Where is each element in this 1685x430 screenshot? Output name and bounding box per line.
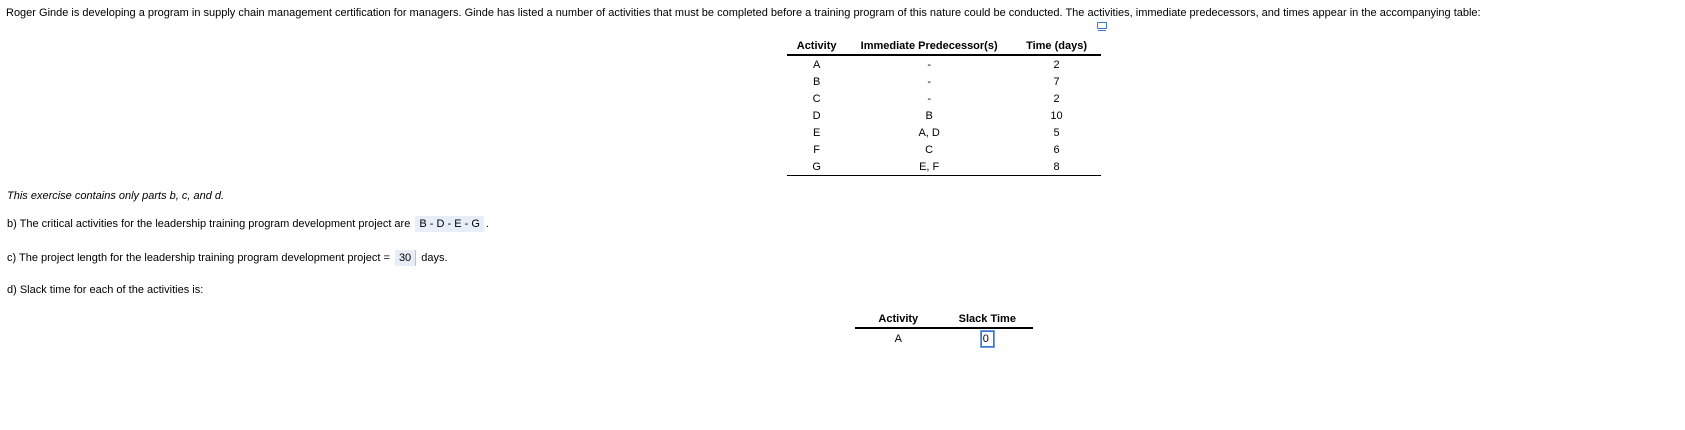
table-row [855,328,1033,349]
cell-activity: D [812,109,821,122]
cell-time: 5 [1053,126,1060,139]
cell-activity: C [812,92,821,105]
cell-predecessor: B [925,109,933,122]
cell-activity: E [812,126,821,139]
part-d-line: d) Slack time for each of the activities is: [7,284,204,296]
cell-time: 10 [1050,109,1063,122]
part-b-prefix: b) The critical activities for the leadership training program development project are [7,218,411,230]
cell-predecessor: - [927,75,931,88]
critical-path-answer[interactable]: B - D - E - G [415,216,484,232]
cell-activity: G [787,158,846,176]
cell-activity: B [812,75,821,88]
part-c-prefix: c) The project length for the leadership training program development project = [7,252,390,264]
project-length-answer[interactable]: 30 [395,250,416,266]
header-time: Time (days) [1012,37,1101,55]
part-b-line [7,218,489,230]
header-activity: Activity [855,310,942,328]
table-row [787,55,1101,73]
slack-input-a[interactable] [981,331,994,347]
header-predecessors: Immediate Predecessor(s) [846,37,1012,55]
table-row [787,107,1101,124]
table-row [787,158,1101,176]
table-row [787,141,1101,158]
cell-predecessor: - [927,92,931,105]
cell-activity: F [813,143,820,156]
part-b-suffix: . [485,218,489,230]
table-row [787,124,1101,141]
cell-time: 6 [1053,143,1060,156]
table-header-row [855,310,1033,328]
cell-predecessor: - [927,58,931,71]
cell-predecessor: A, D [918,126,940,139]
cell-activity: A [812,58,821,71]
cell-predecessor: C [925,143,934,156]
cell-time: 2 [1053,92,1060,105]
exercise-note: This exercise contains only parts b, c, and d. [7,190,225,202]
cell-time: 2 [1053,58,1060,71]
table-row [787,90,1101,107]
slack-table [855,310,1033,349]
cell-predecessor: E, F [846,158,1012,176]
part-c-suffix: days. [421,252,448,264]
cell-time: 7 [1053,75,1060,88]
expand-table-icon[interactable] [1097,22,1107,29]
cell-slack [942,328,1033,349]
table-header-row [787,37,1101,55]
cell-time: 8 [1012,158,1101,176]
part-c-line [7,252,448,264]
activity-table [787,37,1101,176]
header-slack-time: Slack Time [942,310,1033,328]
table-row [787,73,1101,90]
cell-activity: A [894,333,902,345]
problem-intro: Roger Ginde is developing a program in supply chain management certification for managers. Ginde has listed a number of activities that must be completed before a training program of this nature could be conducted. The activities, immediate predecessors, and times appear in the accompanying table: [6,7,1481,19]
header-activity: Activity [787,37,846,55]
